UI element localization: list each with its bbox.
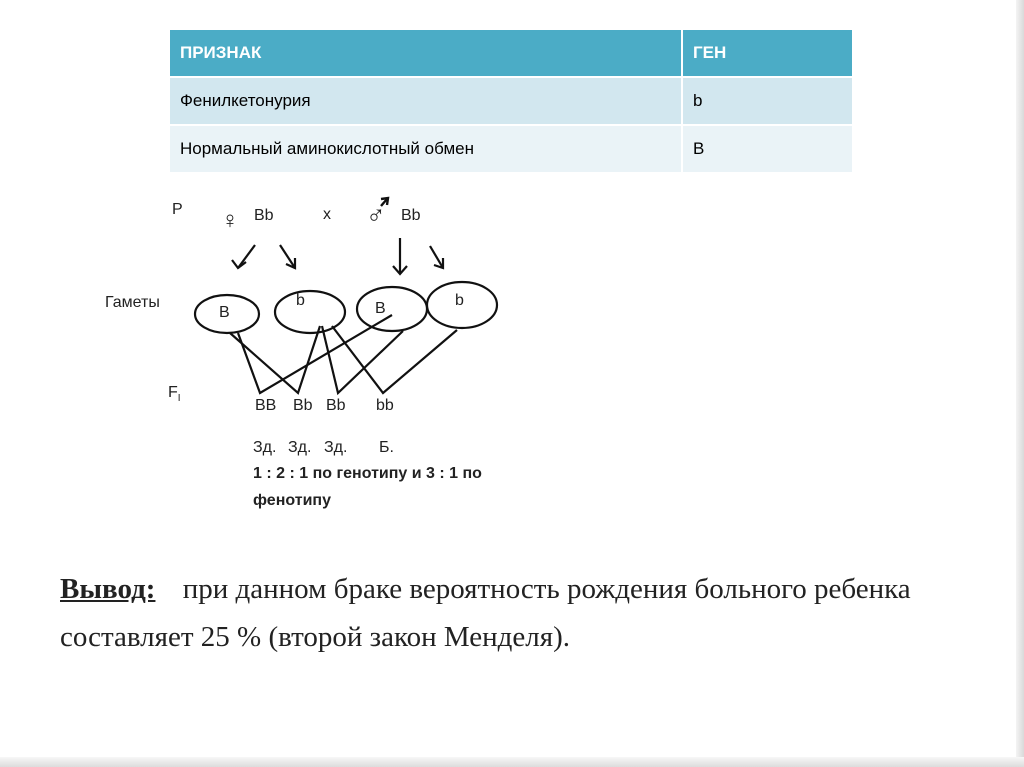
male-icon: ♂ <box>366 200 386 230</box>
p-label: P <box>172 201 183 218</box>
cross-line <box>322 326 403 393</box>
gamete-label: B <box>219 304 230 321</box>
female-genotype: Bb <box>254 207 274 224</box>
offspring-genotype: Bb <box>326 397 346 414</box>
gene-cell: B <box>682 125 853 173</box>
phenotype-label: Б. <box>379 439 394 456</box>
trait-gene-table <box>170 30 854 174</box>
f1-label <box>168 384 181 404</box>
header-gene: ГЕН <box>682 30 853 77</box>
cross-line <box>332 326 457 393</box>
gamete-label: B <box>375 300 386 317</box>
crossing-scheme-lines <box>100 188 660 540</box>
phenotype-label: Зд. <box>324 439 348 456</box>
ratio-line-2: фенотипу <box>253 492 331 509</box>
offspring-genotype: Bb <box>293 397 313 414</box>
gamete-label: b <box>296 292 305 309</box>
slide-frame-bottom <box>0 757 1024 767</box>
male-genotype: Bb <box>401 207 421 224</box>
gamete-oval <box>275 291 345 333</box>
arrow-line <box>238 245 255 268</box>
header-trait: ПРИЗНАК <box>170 30 682 77</box>
offspring-genotype: bb <box>376 397 394 414</box>
conclusion-body: при данном браке вероятность рождения больного ребенка составляет 25 % (второй закон Менделя). <box>60 573 911 653</box>
table-row <box>170 77 853 125</box>
f1-sub: I <box>177 393 181 405</box>
gamete-oval <box>357 287 427 331</box>
gene-cell: b <box>682 77 853 125</box>
conclusion-title: Вывод: <box>60 573 156 605</box>
trait-cell: Фенилкетонурия <box>170 77 682 125</box>
ratio-line-1: 1 : 2 : 1 по генотипу и 3 : 1 по <box>253 465 482 482</box>
cross-sign: x <box>323 206 331 223</box>
table-row <box>170 125 853 173</box>
table-header-row <box>170 30 853 77</box>
slide-frame-right <box>1016 0 1024 767</box>
gamete-label: b <box>455 292 464 309</box>
offspring-genotype: BB <box>255 397 277 414</box>
female-icon: ♀ <box>221 207 239 234</box>
trait-cell: Нормальный аминокислотный обмен <box>170 125 682 173</box>
conclusion-text <box>60 565 980 661</box>
gametes-label: Гаметы <box>105 294 160 311</box>
f1-letter: F <box>168 384 178 401</box>
phenotype-label: Зд. <box>253 439 277 456</box>
crossing-scheme <box>100 188 660 540</box>
phenotype-label: Зд. <box>288 439 312 456</box>
